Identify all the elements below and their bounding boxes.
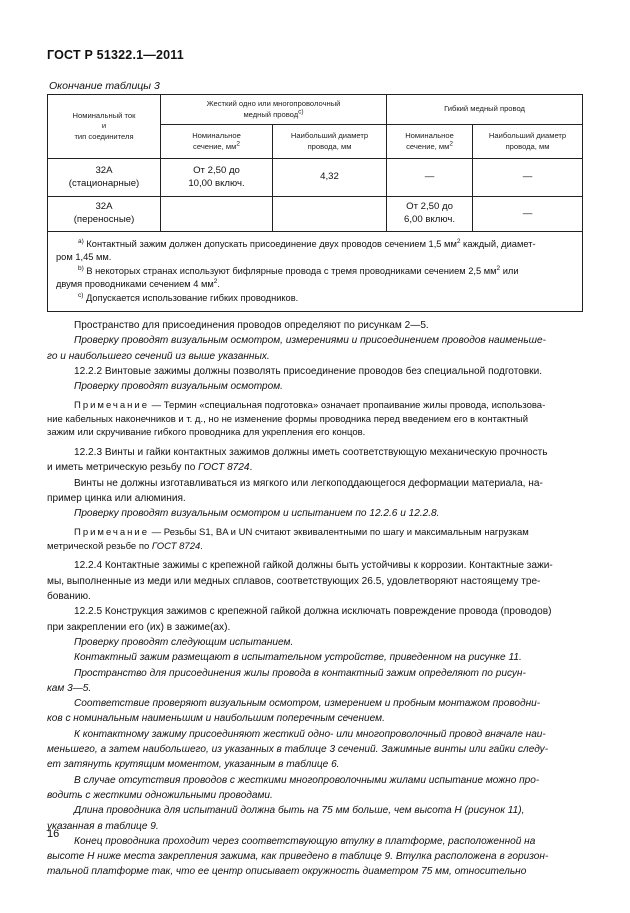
- paragraph: Винты не должны изготавливаться из мягкого или легкоподдающегося деформации материала, на-: [74, 477, 543, 489]
- header-rated-current: Номинальный ток и тип соединителя: [48, 95, 161, 159]
- paragraph: Проверку проводят визуальным осмотром.: [74, 381, 283, 393]
- paragraph: Длина проводника для испытаний должна быть на 75 мм больше, чем высота Н (рисунок 11),: [74, 805, 525, 817]
- footnote-b: $^{b)}$ В некоторых странах используют бифлярные провода с тремя проводниками сечением 2,5 $мм^2$ или: [78, 264, 519, 276]
- row-rigid-section: [161, 197, 273, 232]
- paragraph: водить с жесткими одножильными проводами.: [47, 789, 273, 801]
- paragraph: высоте Н ниже места закрепления зажима, как приведено в таблице 9. Втулка расположена в горизон-: [47, 851, 549, 863]
- paragraph: Контактный зажим размещают в испытательном устройстве, приведенном на рисунке 11.: [74, 652, 522, 664]
- subheader-rigid-section: Номинальное сечение, $мм^2$: [161, 125, 273, 159]
- paragraph: тальной платформе так, что ее центр описывает окружность диаметром 75 мм, относительно: [47, 866, 527, 878]
- row-rigid-diameter: 4,32: [273, 159, 387, 197]
- table-row: [48, 197, 583, 232]
- table-header-row: [48, 95, 583, 125]
- footnote-a: $^{а)}$ Контактный зажим должен допускать присоединение двух проводов сечением 1,5 $мм^2$ каждый, диамет-: [78, 237, 536, 249]
- paragraph: Проверку проводят визуальным осмотром, измерениями и присоединением проводов наименьше-: [74, 335, 547, 347]
- paragraph: В случае отсутствия проводов с жесткими многопроволочными жилами испытание можно про-: [74, 774, 540, 786]
- header-rigid-wire: Жесткий одно или многопроволочный медный провод$^{c)}$: [161, 95, 387, 125]
- table-footnotes: $^{а)}$ Контактный зажим должен допускать присоединение двух проводов сечением 1,5 $мм^2$ каждый, диамет- ром 1,45 мм. $^{b)}$ В некоторых странах используют бифлярные провода с тремя проводниками сечением 2,5 $мм^2$ или двумя проводниками сечением 4 $мм^2$. $^{c)}$ Допускается использование гибких проводников.: [48, 232, 583, 312]
- row-flex-diameter: —: [473, 159, 583, 197]
- paragraph: Соответствие проверяют визуальным осмотром, измерением и пробным монтажом проводни-: [74, 698, 541, 710]
- paragraph: мы, выполненные из меди или медных сплавов, соответствующих 26.5, удовлетворяют настоящему тре-: [47, 575, 541, 587]
- paragraph: 12.2.2 Винтовые зажимы должны позволять присоединение проводов без специальной подготовки.: [74, 365, 543, 377]
- paragraph: ков с номинальным наименьшим и наибольшим поперечным сечением.: [47, 713, 385, 725]
- row-type: 32А (переносные): [48, 197, 161, 232]
- footnote-c: $^{c)}$ Допускается использование гибких проводников.: [78, 291, 299, 303]
- paragraph: бованию.: [47, 591, 91, 603]
- note: Примечание — Термин «специальная подготовка» означает пропаивание жилы провода, использова-: [74, 400, 546, 412]
- page-number: 16: [47, 828, 60, 840]
- data-table: [47, 94, 583, 312]
- paragraph: при закреплении его (их) в зажиме(ах).: [47, 621, 231, 633]
- paragraph: К контактному зажиму присоединяют жесткий одно- или многопроволочный провод вначале наи-: [74, 728, 546, 740]
- table-row: [48, 159, 583, 197]
- paragraph: 12.2.3 Винты и гайки контактных зажимов должны иметь соответствующую механическую прочность: [74, 446, 548, 458]
- row-flex-diameter: —: [473, 197, 583, 232]
- row-rigid-diameter: [273, 197, 387, 232]
- row-rigid-section: От 2,50 до 10,00 включ.: [161, 159, 273, 197]
- paragraph: кам 3—5.: [47, 682, 92, 694]
- document-header: ГОСТ Р 51322.1—2011: [47, 48, 184, 62]
- subheader-flex-diameter: Наибольший диаметр провода, мм: [473, 125, 583, 159]
- subheader-rigid-diameter: Наибольший диаметр провода, мм: [273, 125, 387, 159]
- table-notes-row: [48, 232, 583, 312]
- paragraph: Конец проводника проходит через соответствующую втулку в платформе, расположенной на: [74, 835, 536, 847]
- paragraph: Пространство для присоединения проводов определяют по рисункам 2—5.: [74, 320, 429, 331]
- paragraph: 12.2.4 Контактные зажимы с крепежной гайкой должны быть устойчивы к коррозии. Контактные зажи-: [74, 560, 553, 572]
- paragraph: Проверку проводят визуальным осмотром и испытанием по 12.2.6 и 12.2.8.: [74, 508, 440, 520]
- paragraph: 12.2.5 Конструкция зажимов с крепежной гайкой должна исключать повреждение провода (проводов): [74, 606, 552, 618]
- note: Примечание — Резьбы S1, BA и UN считают эквивалентными по шагу и максимальным нагрузкам: [74, 527, 529, 539]
- header-flexible-wire: Гибкий медный провод: [387, 95, 583, 125]
- row-flex-section: —: [387, 159, 473, 197]
- paragraph: Пространство для присоединения жилы провода в контактный зажим определяют по рисун-: [74, 667, 526, 679]
- table-caption: Окончание таблицы 3: [49, 80, 160, 92]
- subheader-flex-section: Номинальное сечение, $мм^2$: [387, 125, 473, 159]
- paragraph: и иметь метрическую резьбу по ГОСТ 8724.: [47, 462, 253, 474]
- row-flex-section: От 2,50 до 6,00 включ.: [387, 197, 473, 232]
- paragraph: пример цинка или алюминия.: [47, 492, 186, 504]
- row-type: 32А (стационарные): [48, 159, 161, 197]
- paragraph: Проверку проводят следующим испытанием.: [74, 636, 294, 648]
- paragraph: ет затянуть крутящим моментом, указанным в таблице 6.: [47, 759, 340, 771]
- paragraph: го и наибольшего сечений из выше указанных.: [47, 350, 270, 362]
- paragraph: меньшего, а затем наибольшего, из указанных в таблице 3 сечений. Зажимные винты или гайки следу-: [47, 744, 549, 756]
- paragraph: указанная в таблице 9.: [47, 820, 159, 832]
- body-text: Пространство для присоединения проводов определяют по рисункам 2—5. Проверку проводят визуальным осмотром, измерениями и присоединением проводов наименьше- го и наибольшего сечений из выше указанных. 12.2.2 Винтовые зажимы должны позволять присоединение проводов без специальной подготовки. Проверку проводят визуальным осмотром. Примечание — Термин «специальная подготовка» означает пропаивание жилы провода, использова- ние кабельных наконечников и т. д., но не изменение формы проводника перед введением его в контактный зажим или скручивание гибкого проводника для укрепления его концов. 12.2.3 Винты и гайки контактных зажимов должны иметь соответствующую механическую прочность и иметь метрическую резьбу по ГОСТ 8724. Винты не должны изготавливаться из мягкого или легкоподдающегося деформации материала, на- пример цинка или алюминия. Проверку проводят визуальным осмотром и испытанием по 12.2.6 и 12.2.8. Примечание — Резьбы S1, BA и UN считают эквивалентными по шагу и максимальным нагрузкам метрической резьбе по ГОСТ 8724. 12.2.4 Контактные зажимы с крепежной гайкой должны быть устойчивы к коррозии. Контактные зажи- мы, выполненные из меди или медных сплавов, соответствующих 26.5, удовлетворяют настоящему тре- бованию. 12.2.5 Конструкция зажимов с крепежной гайкой должна исключать повреждение провода (проводов) при закреплении его (их) в зажиме(ах). Проверку проводят следующим испытанием. Контактный зажим размещают в испытательном устройстве, приведенном на рисунке 11. Пространство для присоединения жилы провода в контактный зажим определяют по рисун- кам 3—5. Соответствие проверяют визуальным осмотром, измерением и пробным монтажом проводни- ков с номинальным наименьшим и наибольшим поперечным сечением. К контактному зажиму присоединяют жесткий одно- или многопроволочный провод вначале наи- меньшего, а затем наибольшего, из указанных в таблице 3 сечений. Зажимные винты или гайки следу- ет затянуть крутящим моментом, указанным в таблице 6. В случае отсутствия проводов с жесткими многопроволочными жилами испытание можно про- водить с жесткими одножильными проводами. Длина проводника для испытаний должна быть на 75 мм больше, чем высота Н (рисунок 11), указанная в таблице 9. Конец проводника проходит через соответствующую втулку в платформе, расположенной на высоте Н ниже места закрепления зажима, как приведено в таблице 9. Втулка расположена в горизон- тальной платформе так, что ее центр описывает окружность диаметром 75 мм, относительно: [74, 318, 582, 880]
